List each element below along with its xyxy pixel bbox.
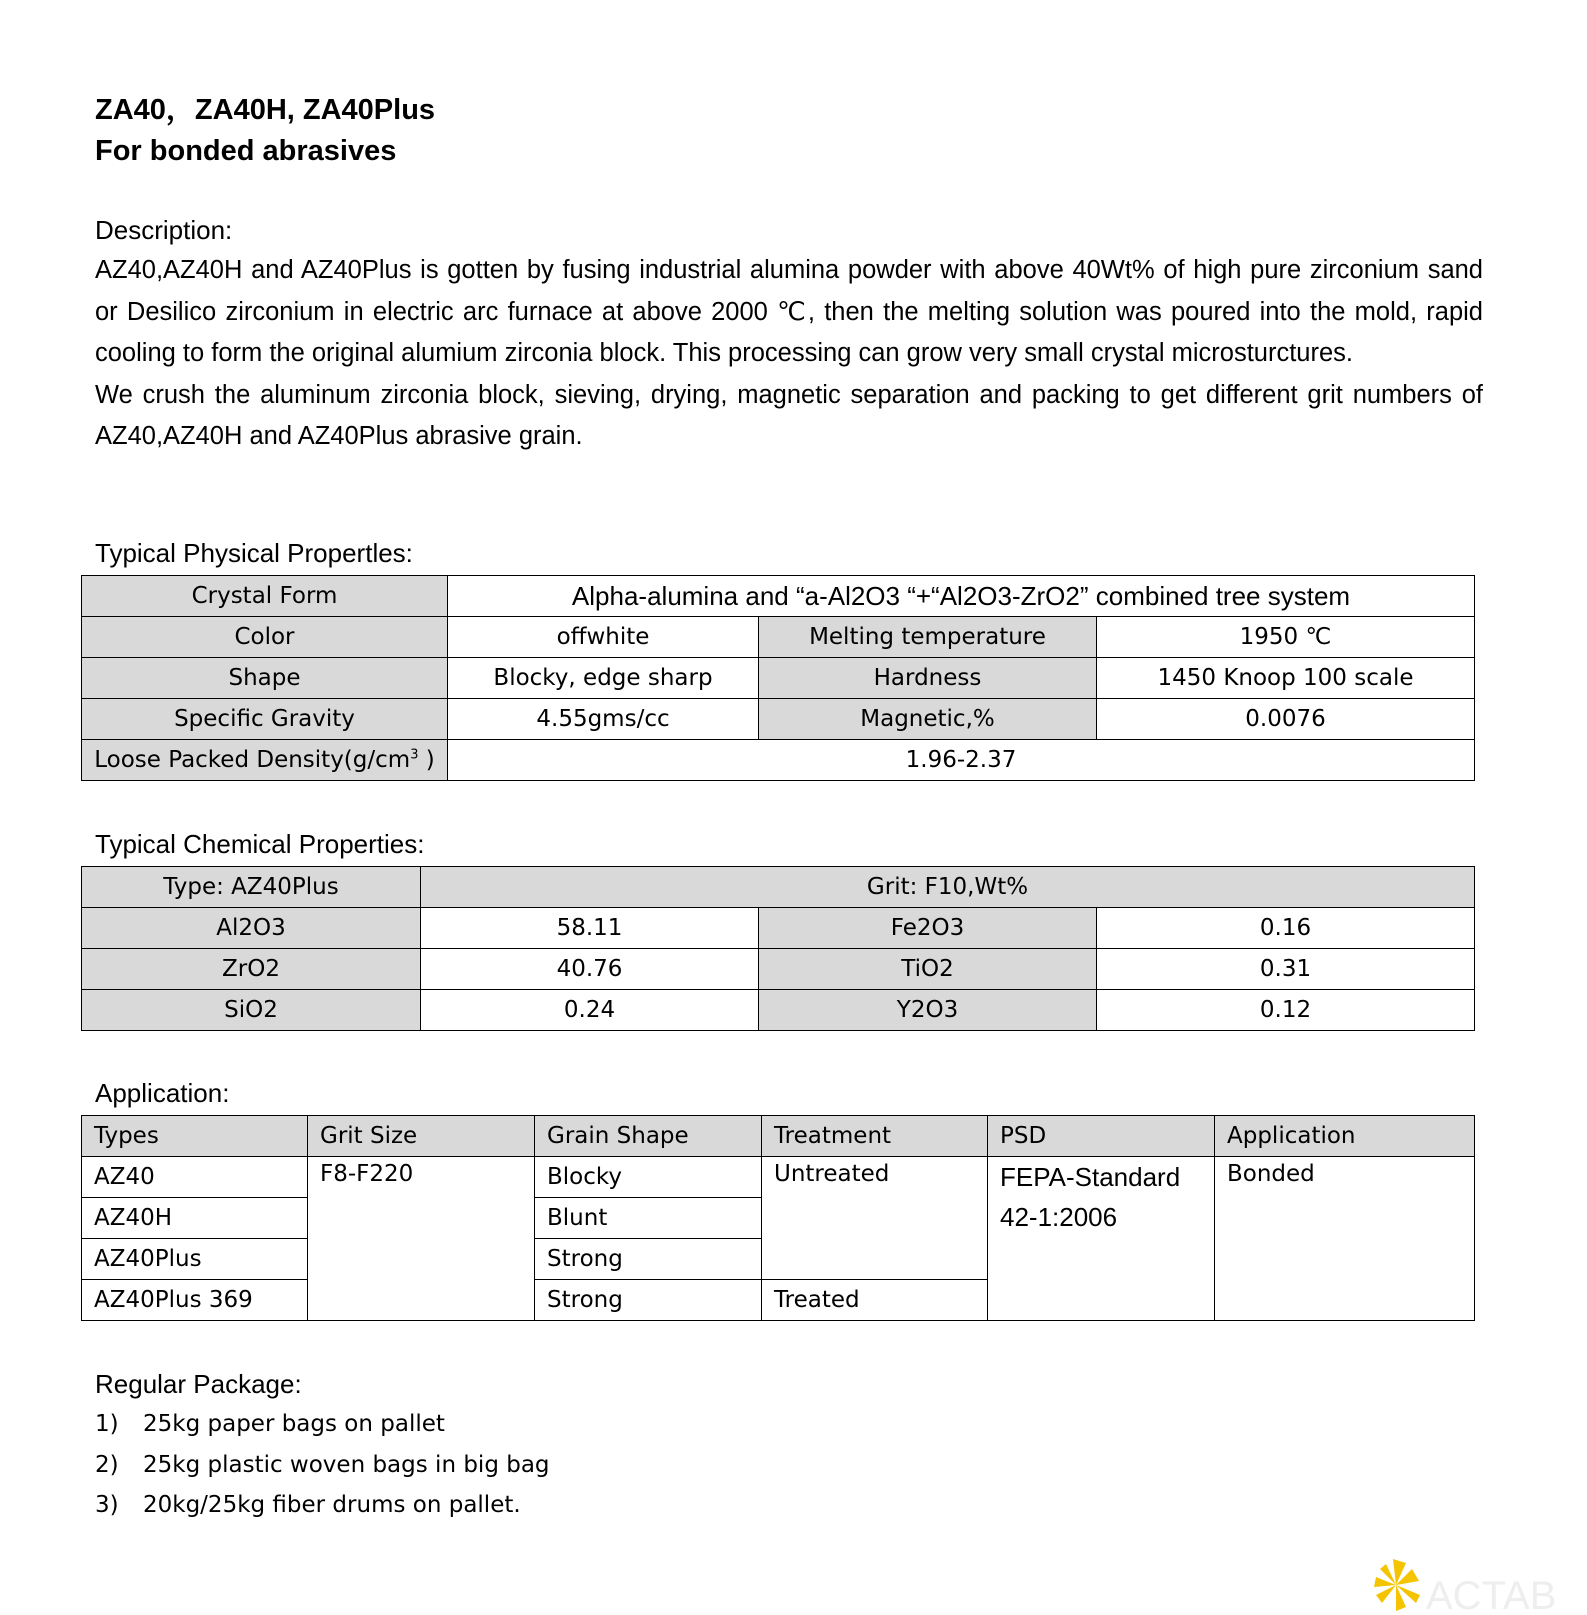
magnetic-value: 0.0076	[1097, 699, 1475, 740]
table-row	[82, 699, 1475, 740]
list-number: 2)	[95, 1452, 119, 1478]
sunburst-icon	[1374, 1559, 1420, 1611]
chemical-properties-table	[81, 866, 1475, 1031]
melting-temperature-label: Melting temperature	[759, 617, 1097, 658]
compound-value: 0.31	[1097, 949, 1475, 990]
loose-packed-density-label-suffix: )	[418, 747, 435, 773]
compound-value: 58.11	[421, 908, 759, 949]
column-header-grain-shape: Grain Shape	[535, 1116, 762, 1157]
grain-shape-cell: Strong	[535, 1280, 762, 1321]
melting-temperature-value: 1950 ℃	[1097, 617, 1475, 658]
grain-shape-cell: Strong	[535, 1239, 762, 1280]
compound-value: 0.12	[1097, 990, 1475, 1031]
grit-size-cell: F8-F220	[308, 1157, 535, 1321]
column-header-types: Types	[82, 1116, 308, 1157]
loose-packed-density-label-text: Loose Packed Density(g/cm	[94, 747, 411, 773]
column-header-treatment: Treatment	[762, 1116, 988, 1157]
column-header-application: Application	[1215, 1116, 1475, 1157]
table-row	[82, 949, 1475, 990]
type-cell: AZ40H	[82, 1198, 308, 1239]
list-number: 3)	[95, 1492, 119, 1518]
description-paragraph-2: We crush the aluminum zirconia block, sieving, drying, magnetic separation and packing to get different grit numbers of AZ40,AZ40H and AZ40Plus abrasive grain.	[95, 380, 1483, 450]
loose-packed-density-value: 1.96-2.37	[448, 740, 1475, 781]
package-item-text: 25kg paper bags on pallet	[143, 1411, 445, 1437]
compound-label: SiO2	[82, 990, 421, 1031]
table-row	[82, 990, 1475, 1031]
treatment-treated-cell: Treated	[762, 1280, 988, 1321]
compound-value: 40.76	[421, 949, 759, 990]
table-row	[82, 867, 1475, 908]
shape-value: Blocky, edge sharp	[448, 658, 759, 699]
table-row	[82, 617, 1475, 658]
psd-cell	[988, 1157, 1215, 1321]
hardness-label: Hardness	[759, 658, 1097, 699]
table-row	[82, 576, 1475, 617]
watermark-text: ACTAB	[1426, 1574, 1557, 1615]
package-item	[95, 1445, 550, 1486]
table-row	[82, 1157, 1475, 1198]
table-row	[82, 908, 1475, 949]
type-cell: AZ40	[82, 1157, 308, 1198]
watermark-logo	[1372, 1555, 1587, 1615]
application-cell: Bonded	[1215, 1157, 1475, 1321]
magnetic-label: Magnetic,%	[759, 699, 1097, 740]
table-header-row	[82, 1116, 1475, 1157]
package-heading: Regular Package:	[95, 1369, 302, 1399]
type-label: Type: AZ40Plus	[82, 867, 421, 908]
grit-label: Grit: F10,Wt%	[421, 867, 1475, 908]
application-heading: Application:	[95, 1078, 230, 1108]
package-item-text: 20kg/25kg fiber drums on pallet.	[143, 1492, 521, 1518]
logo-petal	[1376, 1585, 1396, 1603]
description-heading: Description:	[95, 215, 233, 245]
type-cell: AZ40Plus 369	[82, 1280, 308, 1321]
color-label: Color	[82, 617, 448, 658]
description-body	[95, 250, 1483, 458]
grain-shape-cell: Blunt	[535, 1198, 762, 1239]
description-paragraph-1: AZ40,AZ40H and AZ40Plus is gotten by fusing industrial alumina powder with above 40Wt% of high pure zirconium sand or Desilico zirconium in electric arc furnace at above 2000 ℃, then the melting solution was poured into the mold, rapid cooling to form the original alumium zirconia block. This processing can grow very small crystal microsturctures.	[95, 256, 1483, 367]
grain-shape-cell: Blocky	[535, 1157, 762, 1198]
document-subtitle: For bonded abrasives	[95, 135, 397, 167]
psd-line-1: FEPA-Standard	[1000, 1162, 1181, 1192]
specific-gravity-value: 4.55gms/cc	[448, 699, 759, 740]
package-item-text: 25kg plastic woven bags in big bag	[143, 1452, 550, 1478]
document-title: ZA40，ZA40H, ZA40Plus	[95, 94, 436, 126]
column-header-psd: PSD	[988, 1116, 1215, 1157]
table-row	[82, 658, 1475, 699]
hardness-value: 1450 Knoop 100 scale	[1097, 658, 1475, 699]
loose-packed-density-label	[82, 740, 448, 781]
crystal-form-label: Crystal Form	[82, 576, 448, 617]
psd-line-2: 42-1:2006	[1000, 1202, 1118, 1232]
type-cell: AZ40Plus	[82, 1239, 308, 1280]
specific-gravity-label: Specific Gravity	[82, 699, 448, 740]
shape-label: Shape	[82, 658, 448, 699]
color-value: offwhite	[448, 617, 759, 658]
treatment-untreated-cell: Untreated	[762, 1157, 988, 1280]
table-row	[82, 740, 1475, 781]
package-item	[95, 1404, 445, 1445]
compound-label: Y2O3	[759, 990, 1097, 1031]
application-table	[81, 1115, 1475, 1321]
list-number: 1)	[95, 1411, 119, 1437]
superscript: 3	[410, 747, 419, 763]
compound-label: ZrO2	[82, 949, 421, 990]
chemical-properties-heading: Typical Chemical Properties:	[95, 829, 425, 859]
column-header-grit-size: Grit Size	[308, 1116, 535, 1157]
physical-properties-table	[81, 575, 1475, 781]
compound-value: 0.16	[1097, 908, 1475, 949]
physical-properties-heading: Typical Physical Propertles:	[95, 538, 413, 568]
compound-value: 0.24	[421, 990, 759, 1031]
package-item	[95, 1485, 521, 1526]
compound-label: TiO2	[759, 949, 1097, 990]
compound-label: Fe2O3	[759, 908, 1097, 949]
crystal-form-value: Alpha-alumina and “a-Al2O3 “+“Al2O3-ZrO2” combined tree system	[448, 576, 1475, 617]
compound-label: Al2O3	[82, 908, 421, 949]
